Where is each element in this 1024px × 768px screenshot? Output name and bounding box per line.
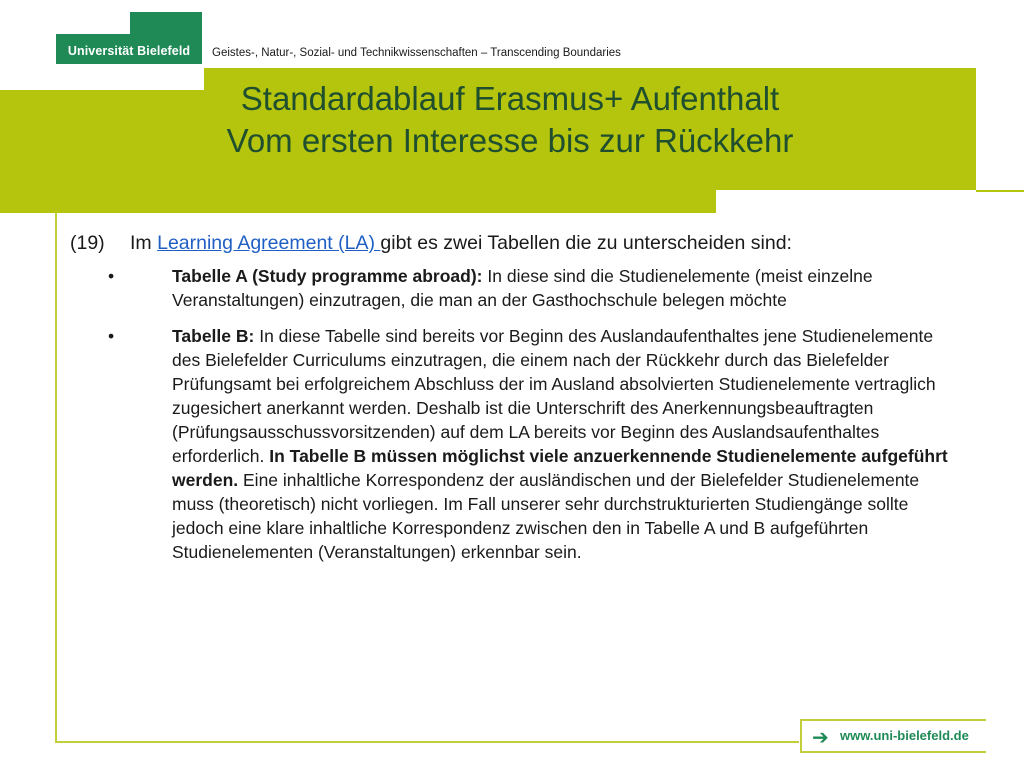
bullet-b-heading: Tabelle B: [172,326,255,346]
bullet-b-text1: In diese Tabelle sind bereits vor Beginn des Auslandaufenthaltes jene Studienelemente des Bielefelder Curriculums einzutragen, die einem nach der Rückkehr durch das Bielefelder Prüfungsamt bei erfolgreichem Abschluss der im Ausland absolvierten Studienelemente vertraglich zugesichert anerkannt werden. Deshalb ist die Unterschrift des Anerkennungsbeauftragten (Prüfungsausschussvorsitzenden) auf dem LA bereits vor Beginn des Auslandsaufenthaltes erforderlich. [172,326,936,466]
bullet-dot-icon: • [108,266,115,286]
slide-title-line2: Vom ersten Interesse bis zur Rückkehr [226,122,794,159]
bullet-table-b [70,324,952,564]
slide-title-line1: Standardablauf Erasmus+ Aufenthalt [240,80,780,117]
item-number: (19) [70,232,105,254]
frame-bottom-line [55,741,799,743]
bullet-b-text2: Eine inhaltliche Korrespondenz der ausländischen und der Bielefelder Studienelemente muss (theoretisch) nicht vorliegen. Im Fall unserer sehr durchstrukturierten Studiengänge sollte jedoch eine klare inhaltliche Korrespondenz zwischen den in Tabelle A und B aufgeführten Studienelementen (Veranstaltungen) erkennbar sein. [172,470,920,562]
header-tagline: Geistes-, Natur-, Sozial- und Technikwissenschaften – Transcending Boundaries [212,47,621,59]
slide-content [70,228,970,576]
slide-title [100,78,920,162]
learning-agreement-link[interactable]: Learning Agreement (LA) [157,232,381,254]
footer-url-box[interactable] [800,719,986,753]
arrow-right-icon: ➔ [812,727,829,749]
lead-text-before: Im [130,232,158,254]
logo-text: Universität Bielefeld [67,44,191,58]
bullet-a-text: In diese sind die Studienelemente (meist einzelne Veranstaltungen) einzutragen, die man an der Gasthochschule belegen möchte [172,266,873,310]
bullet-table-a [70,264,952,312]
footer-url[interactable]: www.uni-bielefeld.de [840,728,969,743]
title-band-strip [0,190,716,213]
university-logo [56,12,202,64]
bullet-dot-icon: • [108,326,115,346]
lead-text-after: gibt es zwei Tabellen die zu unterscheiden sind: [380,232,792,254]
lead-paragraph [70,228,970,258]
logo-notch [56,12,130,34]
bullet-b-emphasis: In Tabelle B müssen möglichst viele anzuerkennende Studienelemente aufgeführt werden. [172,446,948,490]
bullet-a-heading: Tabelle A (Study programme abroad): [172,266,483,286]
frame-right-line [976,190,1024,192]
frame-left-line [55,213,57,743]
logo-notch-line [130,12,138,34]
